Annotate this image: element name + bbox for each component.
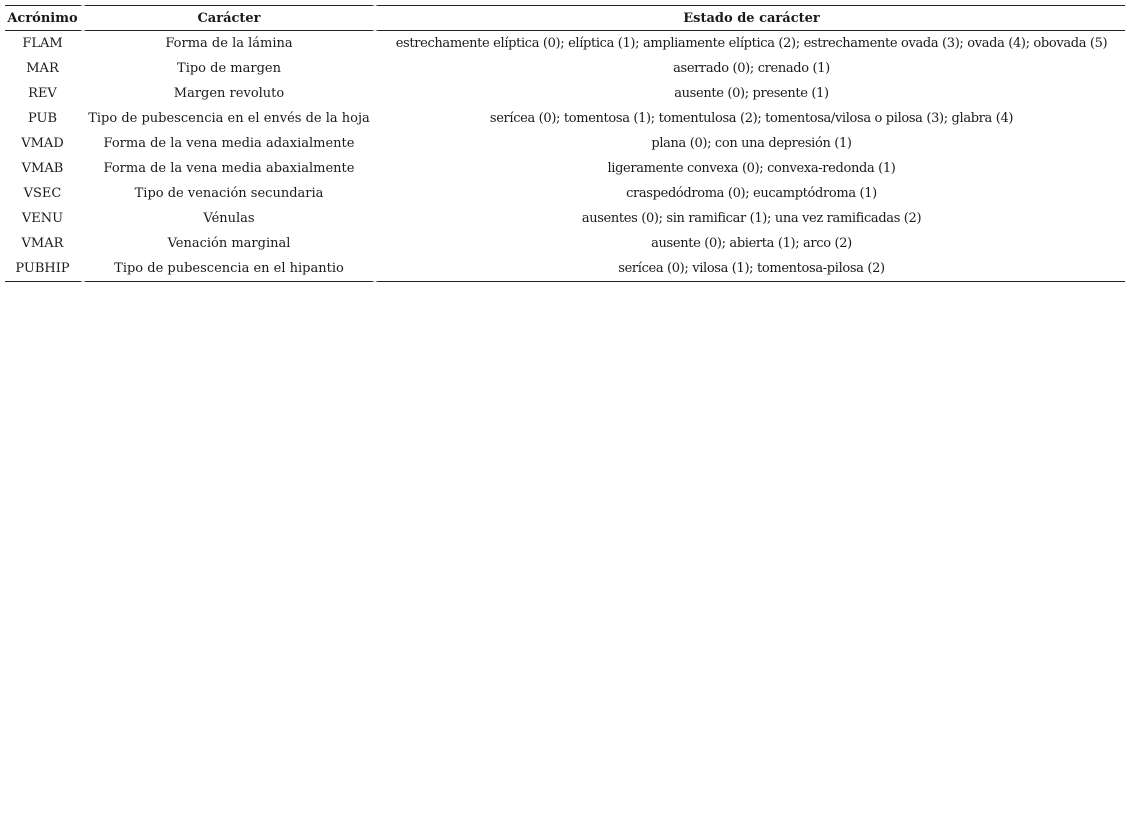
cell-acronym: PUB — [5, 106, 83, 131]
cell-character: Venación marginal — [83, 231, 375, 256]
cell-character: Forma de la vena media abaxialmente — [83, 156, 375, 181]
header-state: Estado de carácter — [375, 5, 1125, 31]
cell-acronym: VENU — [5, 206, 83, 231]
cell-character: Tipo de pubescencia en el envés de la hoja — [83, 106, 375, 131]
header-row — [5, 5, 1125, 31]
cell-character: Vénulas — [83, 206, 375, 231]
cell-state: ausente (0); abierta (1); arco (2) — [375, 231, 1125, 256]
table-row — [5, 81, 1125, 106]
table-row — [5, 56, 1125, 81]
table-row — [5, 106, 1125, 131]
header-acronym: Acrónimo — [5, 5, 83, 31]
cell-state: ausente (0); presente (1) — [375, 81, 1125, 106]
header-character: Carácter — [83, 5, 375, 31]
cell-state: aserrado (0); crenado (1) — [375, 56, 1125, 81]
table-row — [5, 256, 1125, 282]
character-table — [5, 5, 1125, 282]
character-table-container — [5, 5, 1125, 282]
cell-character: Tipo de pubescencia en el hipantio — [83, 256, 375, 282]
cell-state: plana (0); con una depresión (1) — [375, 131, 1125, 156]
table-row — [5, 31, 1125, 56]
cell-state: craspedódroma (0); eucamptódroma (1) — [375, 181, 1125, 206]
table-row — [5, 131, 1125, 156]
cell-character: Forma de la lámina — [83, 31, 375, 56]
table-header — [5, 5, 1125, 31]
cell-state: serícea (0); vilosa (1); tomentosa-pilosa (2) — [375, 256, 1125, 282]
table-body — [5, 31, 1125, 282]
cell-state: serícea (0); tomentosa (1); tomentulosa (2); tomentosa/vilosa o pilosa (3); glabra (4) — [375, 106, 1125, 131]
cell-acronym: VMAR — [5, 231, 83, 256]
table-row — [5, 181, 1125, 206]
cell-acronym: FLAM — [5, 31, 83, 56]
cell-acronym: VSEC — [5, 181, 83, 206]
table-row — [5, 156, 1125, 181]
cell-acronym: MAR — [5, 56, 83, 81]
cell-state: estrechamente elíptica (0); elíptica (1); ampliamente elíptica (2); estrechamente ovada (3); ovada (4); obovada (5) — [375, 31, 1125, 56]
cell-character: Margen revoluto — [83, 81, 375, 106]
cell-character: Tipo de margen — [83, 56, 375, 81]
cell-acronym: VMAB — [5, 156, 83, 181]
cell-acronym: VMAD — [5, 131, 83, 156]
table-row — [5, 231, 1125, 256]
cell-state: ligeramente convexa (0); convexa-redonda (1) — [375, 156, 1125, 181]
cell-state: ausentes (0); sin ramificar (1); una vez ramificadas (2) — [375, 206, 1125, 231]
cell-character: Forma de la vena media adaxialmente — [83, 131, 375, 156]
cell-character: Tipo de venación secundaria — [83, 181, 375, 206]
table-row — [5, 206, 1125, 231]
cell-acronym: REV — [5, 81, 83, 106]
cell-acronym: PUBHIP — [5, 256, 83, 282]
